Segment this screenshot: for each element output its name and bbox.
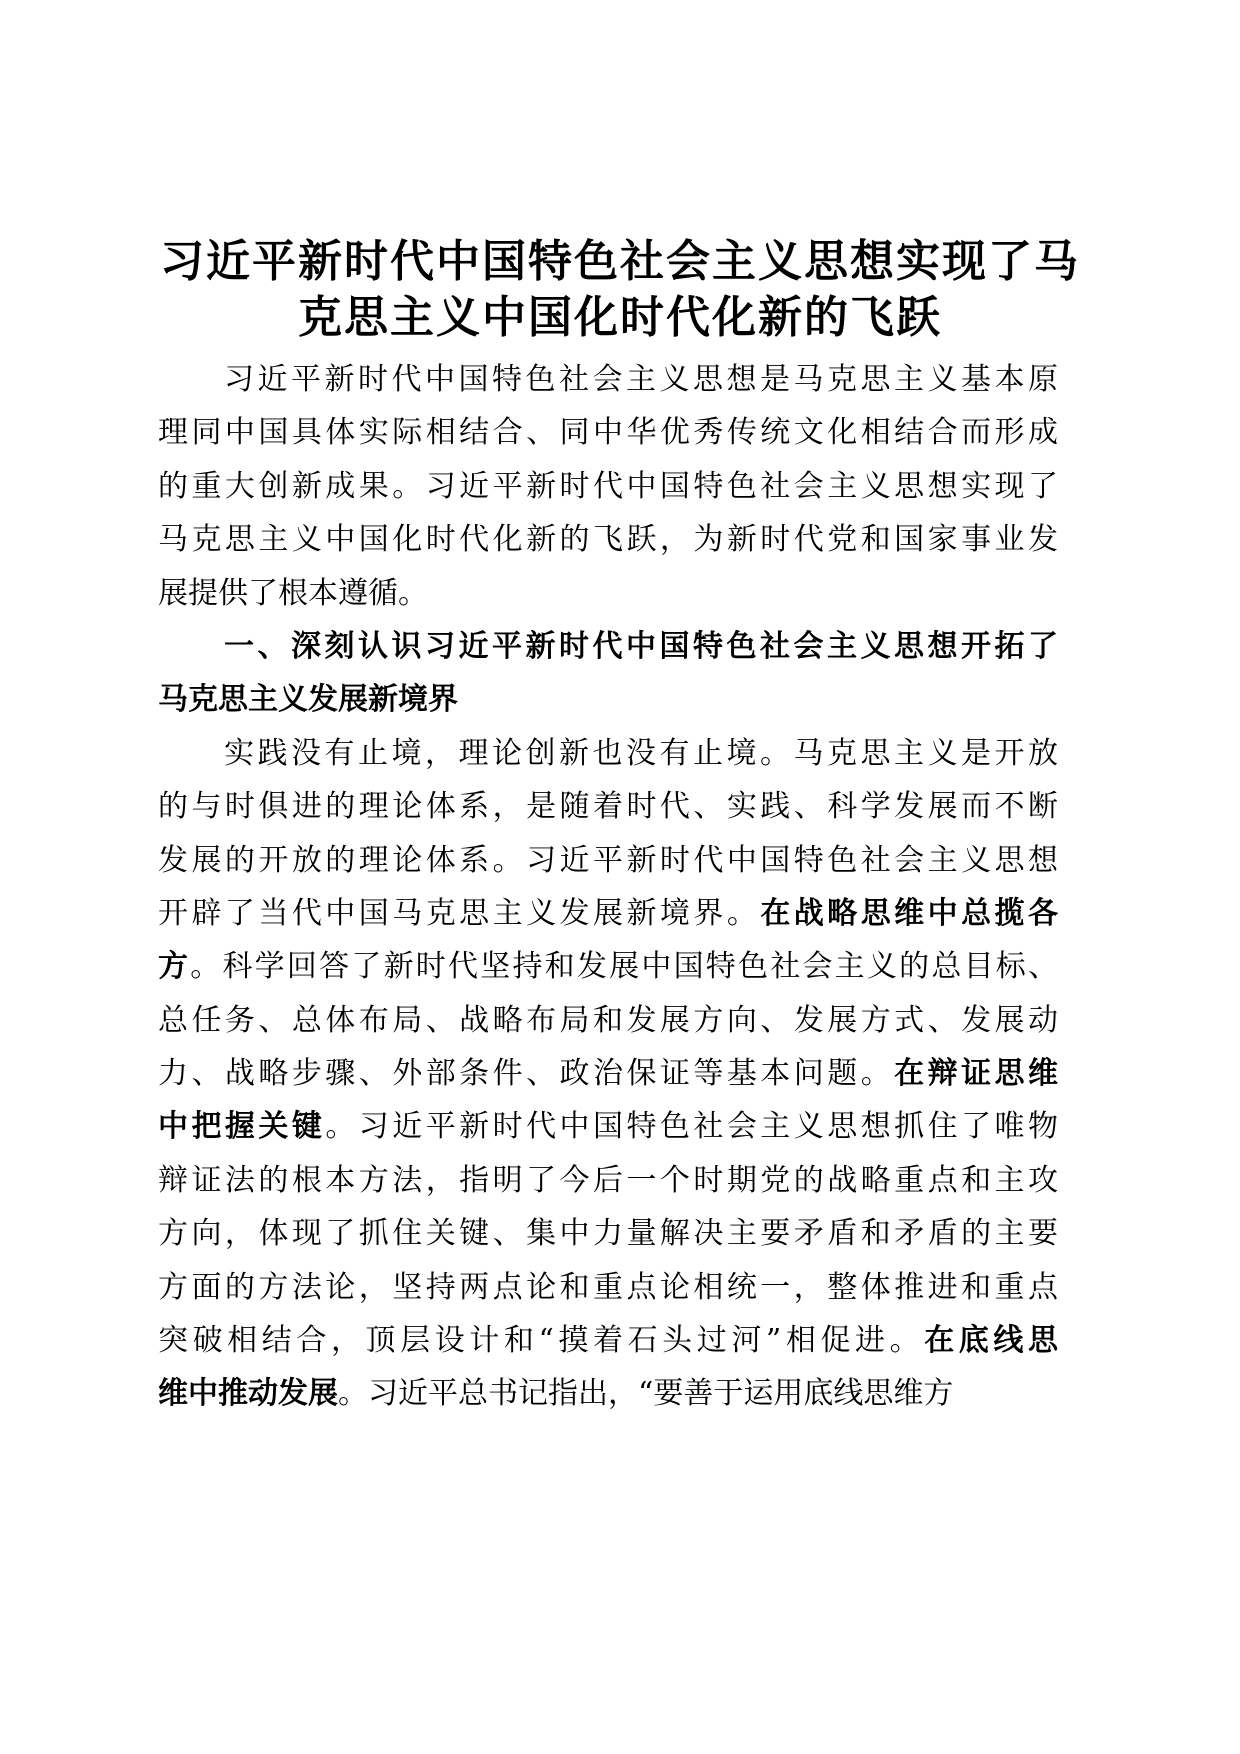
text-line	[158, 353, 1058, 406]
text-line	[158, 460, 1058, 513]
text-line	[158, 834, 1058, 887]
text-run: 的与时俱进的理论体系，是随着时代、实践、科学发展而不断	[158, 789, 1058, 825]
text-run: 辩证法的根本方法，指明了今后一个时期党的战略重点和主攻	[158, 1162, 1058, 1198]
bold-phrase: 方	[158, 950, 191, 984]
text-run: 力、战略步骤、外部条件、政治保证等基本问题。	[158, 1056, 895, 1092]
title-line-2: 克思主义中国化时代化新的飞跃	[298, 293, 942, 342]
text-line	[158, 887, 1058, 940]
document-body	[158, 353, 1058, 1421]
text-run: 一、深刻认识习近平新时代中国特色社会主义思想开拓了	[224, 629, 1058, 663]
bold-phrase: 在辩证思维	[894, 1057, 1059, 1091]
text-line	[158, 620, 1058, 673]
text-run: 实践没有止境，理论创新也没有止境。马克思主义是开放	[224, 735, 1058, 771]
text-run: 马克思主义发展新境界	[158, 683, 458, 717]
text-line	[158, 1314, 1058, 1367]
bold-phrase: 在底线思	[924, 1324, 1058, 1358]
body-paragraph	[158, 353, 1058, 620]
text-run: 发展的开放的理论体系。习近平新时代中国特色社会主义思想	[158, 842, 1058, 878]
text-run: 理同中国具体实际相结合、同中华优秀传统文化相结合而形成	[158, 415, 1058, 451]
text-run: 开辟了当代中国马克思主义发展新境界。	[158, 895, 761, 931]
text-line	[158, 513, 1058, 566]
text-line	[158, 673, 1058, 726]
text-line	[158, 1367, 1058, 1420]
text-run: 的重大创新成果。习近平新时代中国特色社会主义思想实现了	[158, 468, 1058, 504]
text-run: 突破相结合，顶层设计和“摸着石头过河”相促进。	[158, 1323, 925, 1359]
text-run: 习近平新时代中国特色社会主义思想是马克思主义基本原	[224, 362, 1058, 397]
bold-phrase: 维中推动发展	[158, 1377, 338, 1411]
text-line	[158, 1261, 1058, 1314]
text-line	[158, 567, 1058, 620]
bold-phrase: 中把握关键	[158, 1110, 326, 1144]
bold-phrase: 在战略思维中总揽各	[760, 896, 1059, 930]
text-line	[158, 1207, 1058, 1260]
text-line	[158, 1154, 1058, 1207]
text-run: 展提供了根本遵循。	[158, 575, 428, 611]
text-line	[158, 1047, 1058, 1100]
title-line-1: 习近平新时代中国特色社会主义思想实现了马	[160, 237, 1080, 286]
text-run: 。习近平新时代中国特色社会主义思想抓住了唯物	[325, 1109, 1059, 1145]
text-line	[158, 406, 1058, 459]
text-run: 总任务、总体布局、战略布局和发展方向、发展方式、发展动	[158, 1002, 1058, 1038]
document-title	[0, 234, 1240, 346]
text-run: 方向，体现了抓住关键、集中力量解决主要矛盾和矛盾的主要	[158, 1216, 1058, 1252]
text-run: 。习近平总书记指出，“要善于运用底线思维方	[338, 1376, 954, 1412]
text-line	[158, 727, 1058, 780]
body-paragraph	[158, 727, 1058, 1421]
text-run: 方面的方法论，坚持两点论和重点论相统一，整体推进和重点	[158, 1269, 1058, 1305]
text-run: 马克思主义中国化时代化新的飞跃，为新时代党和国家事业发	[158, 522, 1058, 558]
text-line	[158, 1100, 1058, 1153]
text-line	[158, 994, 1058, 1047]
text-run: 。科学回答了新时代坚持和发展中国特色社会主义的总目标、	[190, 949, 1059, 985]
text-line	[158, 940, 1058, 993]
section-heading	[158, 620, 1058, 727]
text-line	[158, 780, 1058, 833]
